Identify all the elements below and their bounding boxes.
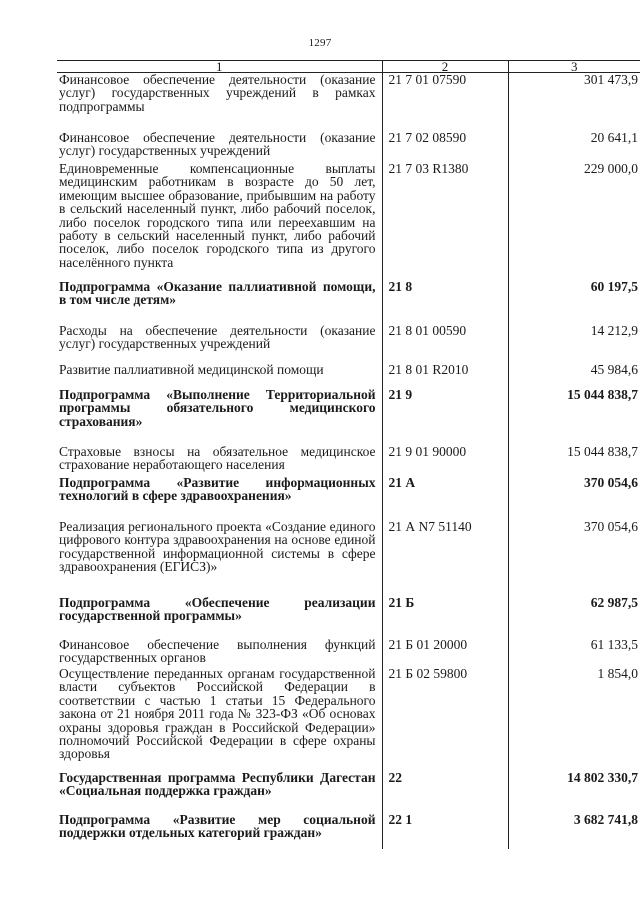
table-row [57,638,640,667]
row-name: Осуществление переданных органам государственной власти субъектов Российской Федерации в соответствии с частью 1 статьи 15 Федерального закона от 21 ноября 2011 года № 323-ФЗ «Об основах охраны здоровья граждан в Российской Федерации» полномочий Российской Федерации в сфере охраны здоровья [59,666,376,762]
row-amount: 15 044 838,7 [508,445,640,476]
row-amount: 301 473,9 [508,73,640,132]
table-row [57,596,640,638]
row-code: 21 9 [382,388,508,445]
row-name: Страховые взносы на обязательное медицинское страхование неработающего населения [59,444,376,473]
row-amount: 45 984,6 [508,363,640,388]
column-header-2: 2 [382,61,508,73]
row-code: 21 8 01 R2010 [382,363,508,388]
row-amount: 370 054,6 [508,476,640,520]
table-row [57,476,640,520]
table-row [57,813,640,849]
table-header [57,61,640,73]
row-name: Расходы на обеспечение деятельности (оказание услуг) государственных учреждений [59,323,376,352]
row-code: 21 7 01 07590 [382,73,508,132]
row-code: 21 8 [382,280,508,324]
row-amount: 3 682 741,8 [508,813,640,849]
row-code: 21 Б 01 20000 [382,638,508,667]
row-code: 21 8 01 00590 [382,324,508,363]
row-code: 21 Б [382,596,508,638]
row-name: Финансовое обеспечение выполнения функций государственных органов [59,637,376,666]
row-amount: 20 641,1 [508,131,640,162]
row-amount: 229 000,0 [508,162,640,280]
table-row [57,445,640,476]
row-name: Финансовое обеспечение деятельности (оказание услуг) государственных учреждений в рамках подпрограммы [59,72,376,114]
table-row [57,131,640,162]
header-row [57,61,640,73]
budget-table [57,60,640,849]
table-row [57,162,640,280]
row-name: Подпрограмма «Развитие мер социальной поддержки отдельных категорий граждан» [59,812,376,841]
page-number: 1297 [308,37,332,49]
table-row [57,388,640,445]
row-amount: 60 197,5 [508,280,640,324]
row-code: 21 9 01 90000 [382,445,508,476]
row-name: Подпрограмма «Развитие информационных технологий в сфере здравоохранения» [59,475,376,504]
table-body [57,73,640,850]
row-name: Реализация регионального проекта «Создание единого цифрового контура здравоохранения на основе единой государственной информационной системы в сфере здравоохранения (ЕГИСЗ)» [59,519,376,575]
row-amount: 14 802 330,7 [508,771,640,813]
row-name: Финансовое обеспечение деятельности (оказание услуг) государственных учреждений [59,130,376,159]
row-name: Развитие паллиативной медицинской помощи [59,362,324,377]
column-header-3: 3 [508,61,640,73]
row-code: 21 Б 02 59800 [382,667,508,771]
row-code: 21 А [382,476,508,520]
column-header-1: 1 [57,61,382,73]
row-amount: 62 987,5 [508,596,640,638]
row-amount: 15 044 838,7 [508,388,640,445]
table-row [57,324,640,363]
table-row [57,520,640,596]
row-code: 22 [382,771,508,813]
table-row [57,771,640,813]
row-amount: 1 854,0 [508,667,640,771]
row-code: 21 А N7 51140 [382,520,508,596]
row-name: Подпрограмма «Оказание паллиативной помощи, в том числе детям» [59,279,376,308]
row-name: Подпрограмма «Обеспечение реализации государственной программы» [59,595,376,624]
row-name: Подпрограмма «Выполнение Территориальной программы обязательного медицинского страхования» [59,387,376,429]
table-row [57,73,640,132]
row-code: 21 7 03 R1380 [382,162,508,280]
row-name: Государственная программа Республики Дагестан «Социальная поддержка граждан» [59,770,376,799]
table-row [57,363,640,388]
row-amount: 61 133,5 [508,638,640,667]
row-amount: 370 054,6 [508,520,640,596]
table-row [57,280,640,324]
row-code: 22 1 [382,813,508,849]
row-name: Единовременные компенсационные выплаты медицинским работникам в возрасте до 50 лет, имеющим высшее образование, прибывшим на работу в сельский населенный пункт, либо рабочий поселок, либо поселок городского типа или переехавшим на работу в сельский населенный пункт, либо рабочий поселок, либо поселок городского типа из другого населённого пункта [59,161,376,270]
row-amount: 14 212,9 [508,324,640,363]
row-code: 21 7 02 08590 [382,131,508,162]
table-row [57,667,640,771]
